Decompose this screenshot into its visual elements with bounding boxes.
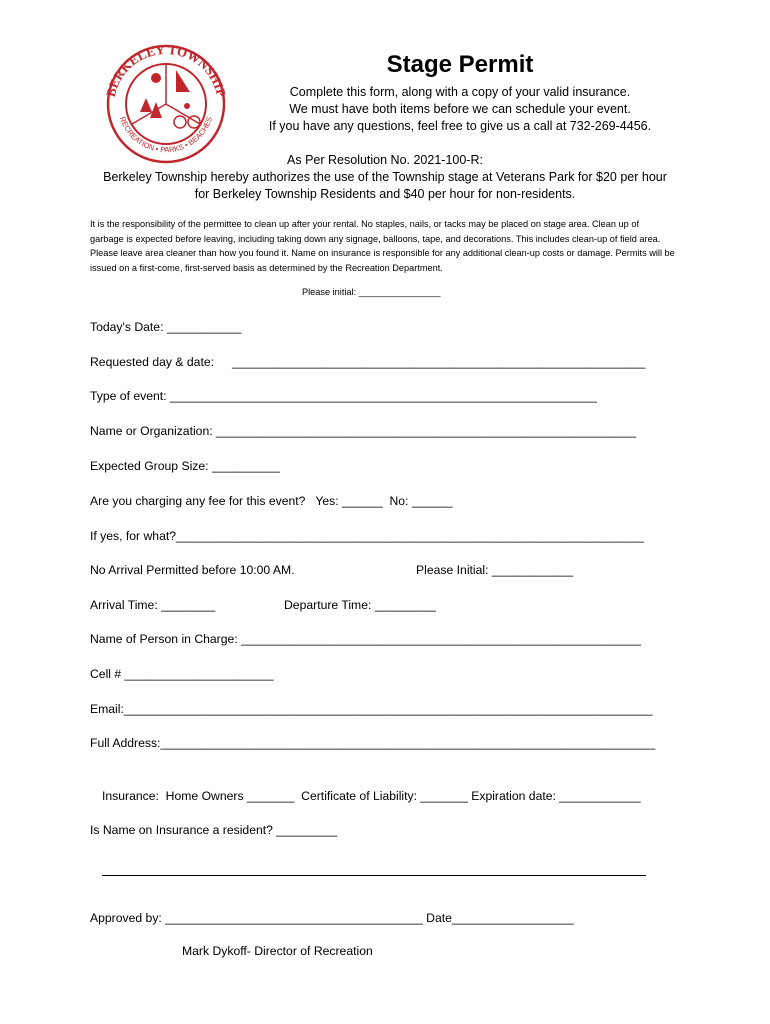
intro-line-1: Complete this form, along with a copy of your valid insurance. bbox=[289, 85, 631, 99]
insurance-resident-field[interactable]: Is Name on Insurance a resident? _________ bbox=[90, 823, 338, 837]
full-address-field[interactable]: Full Address:_________________________________________________________________________ bbox=[90, 736, 656, 750]
person-in-charge-field[interactable]: Name of Person in Charge: ___________________________________________________________ bbox=[90, 632, 641, 646]
requested-date-label: Requested day & date: bbox=[90, 355, 214, 369]
cell-field[interactable]: Cell # ______________________ bbox=[90, 667, 274, 681]
resolution-line-1: As Per Resolution No. 2021-100-R: bbox=[287, 153, 483, 167]
logo-bottom-text: RECREATION • PARKS • BEACHES bbox=[117, 115, 215, 155]
resolution-line-3: for Berkeley Township Residents and $40 per hour for non-residents. bbox=[194, 187, 576, 201]
approved-by-field[interactable]: Approved by: ______________________________________ Date__________________ bbox=[90, 911, 574, 925]
berkeley-township-logo bbox=[100, 40, 232, 164]
insurance-field[interactable]: Insurance: Home Owners _______ Certificate of Liability: _______ Expiration date: ____________ bbox=[102, 789, 641, 803]
director-name: Mark Dykoff- Director of Recreation bbox=[182, 944, 373, 958]
email-field[interactable]: Email:______________________________________________________________________________ bbox=[90, 702, 653, 716]
page-title: Stage Permit bbox=[386, 51, 534, 78]
arrival-time-field[interactable]: Arrival Time: ________ bbox=[90, 598, 216, 612]
type-of-event-field[interactable]: Type of event: _______________________________________________________________ bbox=[90, 389, 597, 403]
intro-line-3: If you have any questions, feel free to give us a call at 732-269-4456. bbox=[268, 119, 652, 133]
signature-line bbox=[102, 875, 646, 876]
resolution-line-2: Berkeley Township hereby authorizes the use of the Township stage at Veterans Park for $20 per hour bbox=[103, 170, 667, 184]
intro-line-2: We must have both items before we can schedule your event. bbox=[289, 102, 631, 116]
requested-date-field[interactable]: _____________________________________________________________ bbox=[232, 355, 646, 369]
arrival-initial-field[interactable]: Please Initial: ____________ bbox=[416, 563, 574, 577]
todays-date-field[interactable]: Today's Date: ___________ bbox=[90, 320, 242, 334]
logo-top-text: BERKELEY TOWNSHIP bbox=[102, 41, 230, 99]
fee-purpose-field[interactable]: If yes, for what?_____________________________________________________________________ bbox=[90, 529, 644, 543]
fee-question-field[interactable]: Are you charging any fee for this event? Yes: ______ No: ______ bbox=[90, 494, 453, 508]
no-arrival-notice: No Arrival Permitted before 10:00 AM. bbox=[90, 563, 295, 577]
group-size-field[interactable]: Expected Group Size: __________ bbox=[90, 459, 280, 473]
rules-paragraph: It is the responsibility of the permittee to clean up after your rental. No staples, nails, or tacks may be placed on stage area. Clean up of garbage is expected before leaving, including taking down any signage, balloons, tape, and decorations. This includes clean-up of field area. Please leave area cleaner than how you found it. Name on insurance is responsible for any additional clean-up costs or damage. Permits will be issued on a first-come, first-served basis as determined by the Recreation Department. bbox=[90, 219, 675, 273]
departure-time-field[interactable]: Departure Time: _________ bbox=[284, 598, 436, 612]
name-organization-field[interactable]: Name or Organization: ______________________________________________________________ bbox=[90, 424, 637, 438]
rules-initial-field[interactable]: Please initial: ________________ bbox=[302, 287, 441, 297]
